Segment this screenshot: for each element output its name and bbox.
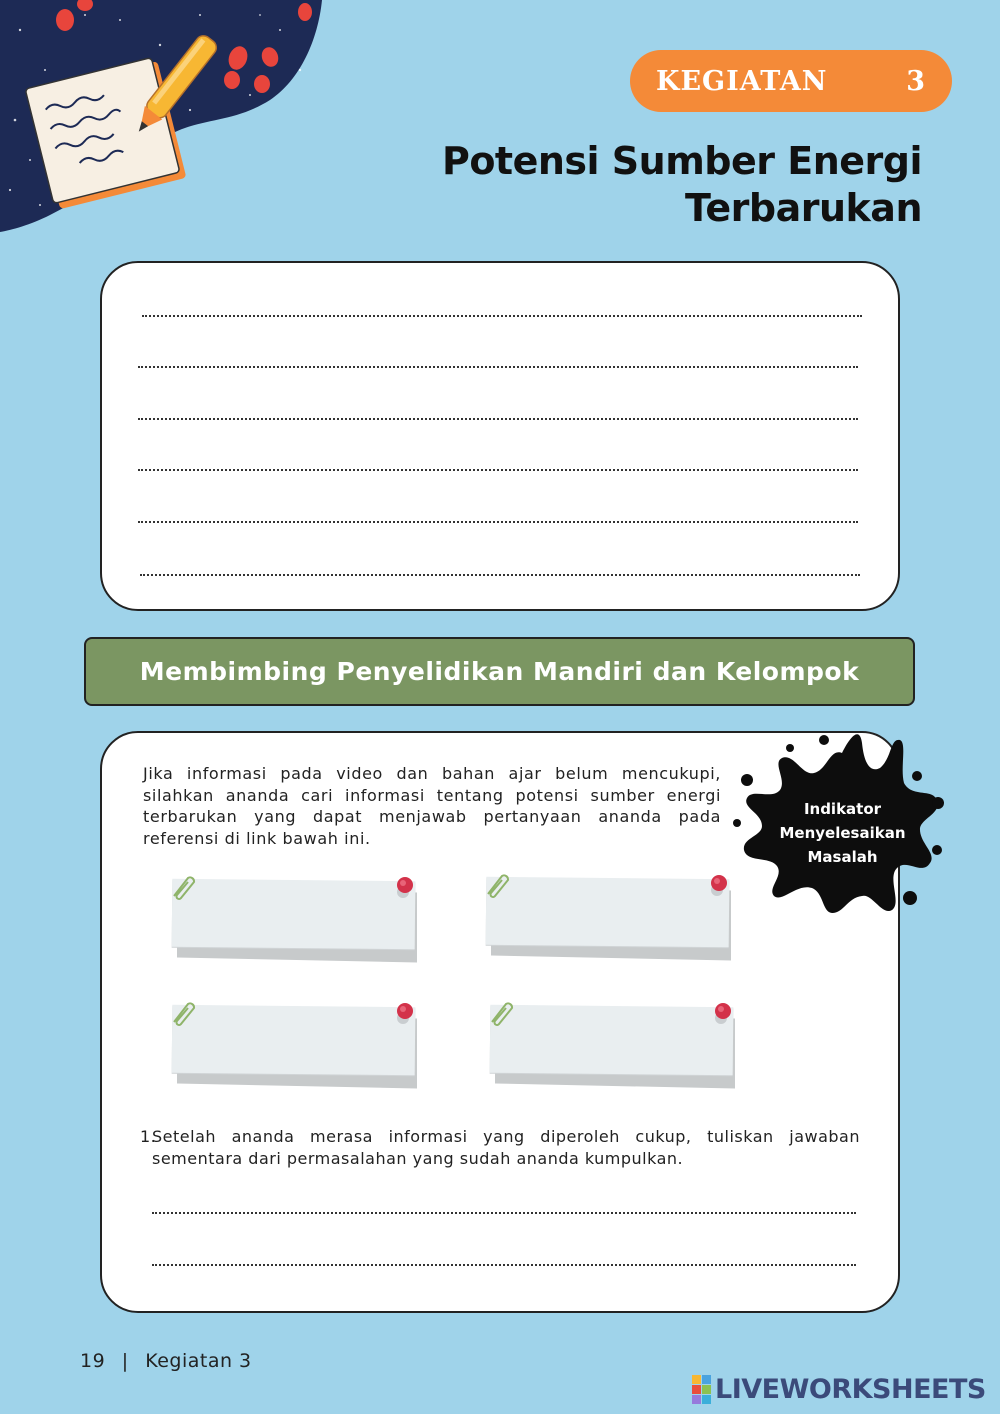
badge-label: KEGIATAN (656, 65, 828, 97)
activity-badge (630, 50, 952, 112)
section-banner (84, 637, 915, 706)
answer-card (100, 261, 900, 611)
note-paper[interactable] (490, 1005, 734, 1076)
title-line-2: Terbarukan (685, 186, 922, 230)
question-1 (140, 1126, 860, 1170)
badge-number: 3 (906, 65, 926, 97)
pushpin-icon (390, 1000, 420, 1030)
corner-decoration (0, 0, 340, 240)
page-title (442, 138, 922, 232)
answer-line-5[interactable] (138, 521, 858, 523)
liveworksheets-logo (692, 1374, 986, 1405)
paperclip-icon (168, 998, 198, 1028)
footer-separator: | (121, 1350, 129, 1372)
logo-text: LIVEWORKSHEETS (715, 1374, 986, 1405)
note-paper[interactable] (172, 879, 416, 950)
paperclip-icon (482, 870, 512, 900)
link-note-1[interactable] (172, 880, 417, 955)
indicator-label (760, 797, 925, 869)
page-number: 19 (80, 1350, 106, 1372)
answer-line-2[interactable] (138, 366, 858, 368)
answer-line-4[interactable] (138, 469, 858, 471)
question-answer-line-2[interactable] (152, 1264, 856, 1266)
indicator-line-2: Menyelesaikan (779, 824, 906, 842)
page-footer (80, 1350, 252, 1372)
pushpin-icon (708, 1000, 738, 1030)
instruction-paragraph: Jika informasi pada video dan bahan ajar belum mencukupi, silahkan ananda cari informasi tentang potensi sumber energi terbarukan yang dapat menjawab pertanyaan ananda pada referensi di link bawah ini. (143, 764, 721, 848)
note-paper[interactable] (172, 1005, 416, 1076)
title-line-1: Potensi Sumber Energi (441, 139, 922, 183)
link-note-2[interactable] (486, 878, 731, 953)
page-label: Kegiatan 3 (145, 1350, 252, 1372)
note-paper[interactable] (486, 877, 730, 948)
logo-icon (692, 1375, 711, 1404)
answer-line-6[interactable] (140, 574, 860, 576)
question-number: 1. (140, 1127, 157, 1146)
link-note-3[interactable] (172, 1006, 417, 1081)
answer-line-3[interactable] (138, 418, 858, 420)
indicator-line-3: Masalah (807, 848, 878, 866)
pushpin-icon (704, 872, 734, 902)
indicator-line-1: Indikator (803, 800, 882, 818)
link-note-4[interactable] (490, 1006, 735, 1081)
paperclip-icon (486, 998, 516, 1028)
pushpin-icon (390, 874, 420, 904)
section-banner-text: Membimbing Penyelidikan Mandiri dan Kelompok (139, 657, 860, 686)
question-text: Setelah ananda merasa informasi yang diperoleh cukup, tuliskan jawaban sementara dari permasalahan yang sudah ananda kumpulkan. (152, 1127, 860, 1168)
paperclip-icon (168, 872, 198, 902)
question-answer-line-1[interactable] (152, 1212, 856, 1214)
answer-line-1[interactable] (142, 315, 862, 317)
